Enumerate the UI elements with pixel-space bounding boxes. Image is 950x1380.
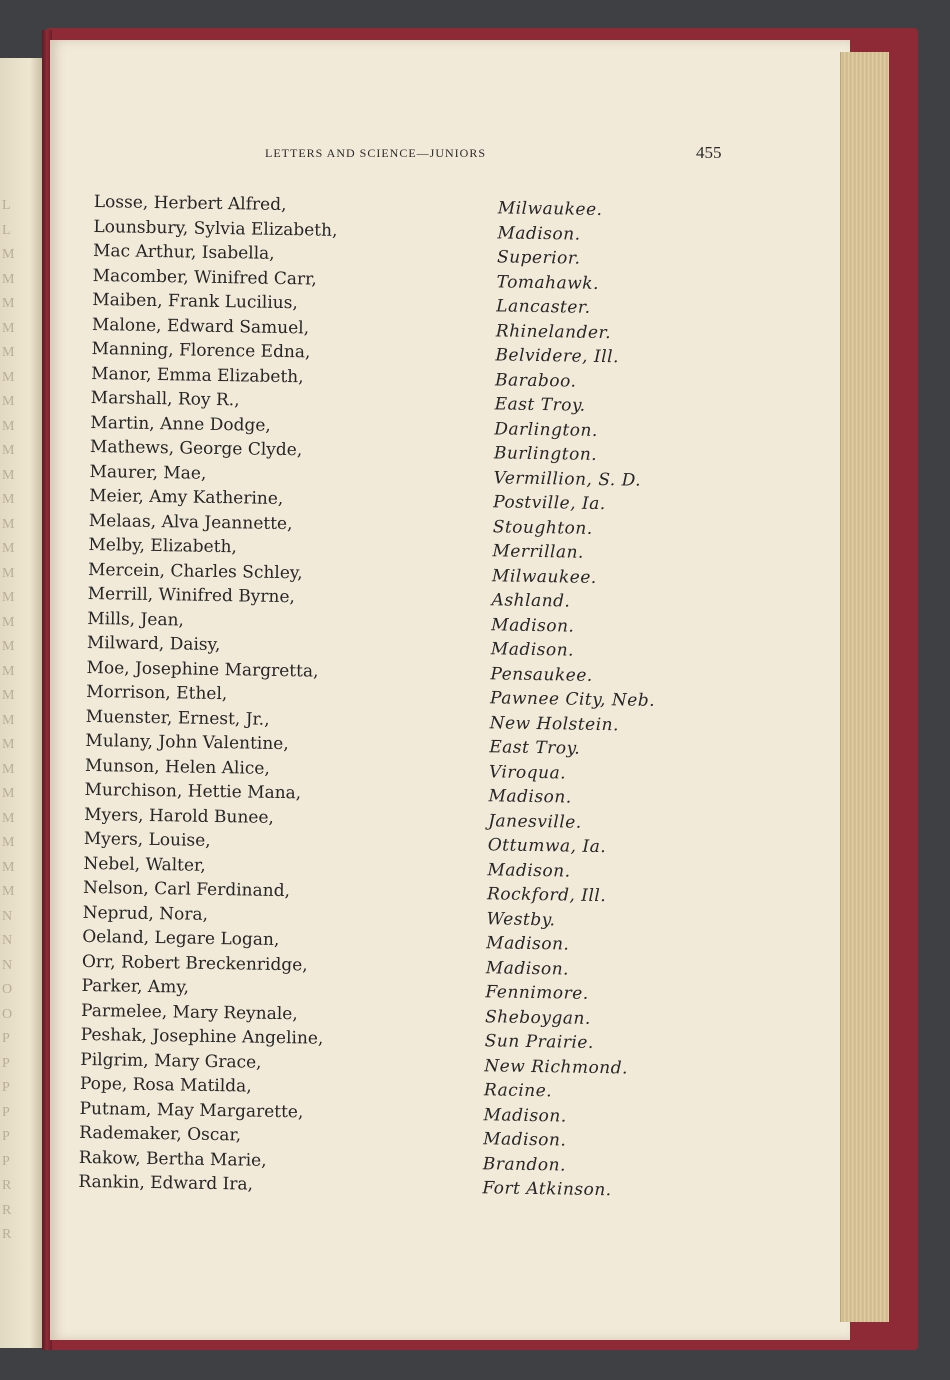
student-name: Oeland, Legare Logan, — [82, 926, 280, 951]
facing-page-letter: P — [2, 1104, 10, 1120]
student-name: Nelson, Carl Ferdinand, — [82, 877, 291, 902]
student-name: Martin, Anne Dodge, — [90, 412, 271, 436]
facing-page-letter: M — [2, 786, 15, 801]
student-hometown: Sheboygan. — [484, 1006, 591, 1029]
student-hometown: Fort Atkinson. — [482, 1178, 612, 1201]
student-hometown: Racine. — [483, 1080, 553, 1102]
student-hometown: Madison. — [488, 786, 572, 808]
student-hometown: Belvidere, Ill. — [495, 345, 620, 368]
student-name: Lounsbury, Sylvia Elizabeth, — [93, 216, 338, 241]
page-block-edges — [840, 52, 889, 1322]
facing-page-letter: M — [2, 418, 15, 434]
student-name: Melby, Elizabeth, — [88, 534, 238, 558]
student-hometown: Brandon. — [482, 1153, 567, 1176]
student-hometown: Rockford, Ill. — [486, 884, 607, 907]
student-hometown: New Holstein. — [489, 712, 620, 735]
student-hometown: Milwaukee. — [497, 198, 603, 220]
facing-page-letter: M — [2, 369, 15, 385]
student-name: Rademaker, Oscar, — [79, 1122, 242, 1146]
student-name: Peshak, Josephine Angeline, — [80, 1024, 324, 1049]
student-hometown: Madison. — [483, 1104, 567, 1127]
student-hometown: Fennimore. — [485, 982, 589, 1004]
facing-page-letter: M — [2, 663, 15, 679]
facing-page-letter: N — [2, 908, 13, 924]
facing-page-letter: M — [2, 296, 15, 311]
student-name: Merrill, Winifred Byrne, — [87, 583, 296, 608]
student-name: Morrison, Ethel, — [85, 681, 228, 705]
student-name: Losse, Herbert Alfred, — [93, 192, 287, 216]
student-name: Mac Arthur, Isabella, — [92, 240, 275, 264]
student-hometown: East Troy. — [489, 737, 581, 759]
student-name: Muenster, Ernest, Jr., — [85, 706, 270, 730]
facing-page-letter: M — [2, 712, 15, 728]
facing-page-letter: M — [2, 810, 15, 826]
student-name: Marshall, Roy R., — [90, 387, 240, 411]
facing-page-letter: M — [2, 345, 15, 360]
student-name: Rakow, Bertha Marie, — [78, 1147, 267, 1171]
student-name: Parmelee, Mary Reynale, — [80, 1000, 298, 1024]
student-name: Pope, Rosa Matilda, — [79, 1073, 252, 1097]
facing-page-letter: M — [2, 614, 15, 630]
student-name: Mills, Jean, — [87, 608, 185, 630]
facing-page-letter: M — [2, 467, 15, 483]
facing-page-letter: R — [2, 1178, 12, 1193]
facing-page-letter: L — [2, 198, 11, 213]
student-name: Manning, Florence Edna, — [91, 338, 311, 363]
facing-page-letter: M — [2, 884, 15, 899]
student-hometown: Milwaukee. — [491, 565, 597, 588]
facing-page-letter: M — [2, 859, 15, 875]
student-name: Meier, Amy Katherine, — [89, 485, 284, 510]
student-hometown: Madison. — [487, 859, 571, 882]
facing-page-letter: M — [2, 688, 15, 703]
student-hometown: Pensaukee. — [490, 663, 593, 686]
facing-page-letter: M — [2, 247, 15, 262]
facing-page-letter: M — [2, 271, 15, 287]
facing-page-letter: M — [2, 492, 15, 507]
facing-page-letter: M — [2, 443, 15, 458]
student-hometown: Madison. — [490, 639, 575, 661]
facing-page-letter: M — [2, 639, 15, 654]
student-name: Parker, Amy, — [81, 975, 190, 998]
student-hometown: Vermillion, S. D. — [493, 467, 642, 491]
facing-page-letter: M — [2, 737, 15, 752]
student-hometown: Baraboo. — [494, 369, 577, 392]
student-hometown: Superior. — [496, 247, 581, 269]
student-name: Melaas, Alva Jeannette, — [88, 510, 293, 534]
student-hometown: Madison. — [483, 1129, 567, 1151]
facing-page-letter: N — [2, 933, 13, 948]
student-hometown: Burlington. — [493, 443, 598, 465]
student-name: Mercein, Charles Schley, — [87, 559, 303, 583]
student-hometown: Viroqua. — [488, 761, 567, 783]
student-hometown: Madison. — [491, 614, 575, 637]
student-name: Orr, Robert Breckenridge, — [81, 951, 308, 975]
student-name: Putnam, May Margarette, — [79, 1098, 304, 1122]
student-hometown: Madison. — [486, 933, 570, 955]
student-name: Neprud, Nora, — [82, 902, 209, 925]
student-name: Manor, Emma Elizabeth, — [90, 363, 304, 387]
student-hometown: Lancaster. — [496, 296, 591, 318]
facing-page-letter: M — [2, 835, 15, 850]
student-name: Maurer, Mae, — [89, 461, 207, 484]
student-name: Malone, Edward Samuel, — [91, 314, 310, 338]
student-name: Myers, Harold Bunee, — [84, 804, 275, 828]
facing-page-letter: M — [2, 541, 15, 556]
student-name: Murchison, Hettie Mana, — [84, 779, 302, 804]
student-name: Moe, Josephine Margretta, — [86, 657, 319, 682]
page-number: 455 — [696, 143, 722, 162]
student-hometown: Madison. — [497, 222, 581, 245]
student-hometown: Rhinelander. — [495, 320, 612, 343]
facing-page-letter: P — [2, 1031, 10, 1046]
student-name: Maiben, Frank Lucilius, — [92, 289, 298, 314]
facing-page-letter: O — [2, 982, 13, 997]
facing-page-letter: O — [2, 1006, 13, 1022]
student-hometown: East Troy. — [494, 394, 586, 416]
student-name: Rankin, Edward Ira, — [78, 1171, 254, 1195]
student-name: Nebel, Walter, — [83, 853, 206, 876]
facing-page-edge — [0, 58, 42, 1348]
student-hometown: Merrillan. — [492, 541, 585, 563]
facing-page-letter: M — [2, 320, 15, 336]
running-head: LETTERS AND SCIENCE—JUNIORS — [265, 146, 487, 160]
student-name: Macomber, Winifred Carr, — [92, 265, 317, 290]
student-hometown: Janesville. — [488, 810, 582, 833]
student-hometown: Madison. — [485, 957, 570, 980]
facing-page-letter: R — [2, 1202, 12, 1218]
student-name: Myers, Louise, — [83, 828, 211, 851]
student-hometown: Darlington. — [494, 418, 598, 441]
facing-page-letter: P — [2, 1129, 10, 1144]
facing-page-letter: M — [2, 394, 15, 409]
student-hometown: Sun Prairie. — [484, 1031, 594, 1053]
student-hometown: New Richmond. — [484, 1055, 629, 1078]
student-hometown: Postville, Ia. — [493, 492, 606, 515]
student-hometown: Pawnee City, Neb. — [489, 688, 656, 711]
facing-page-letter: M — [2, 516, 15, 532]
facing-page-letter: M — [2, 590, 15, 605]
student-hometown: Stoughton. — [492, 516, 593, 539]
facing-page-letter: L — [2, 222, 11, 238]
facing-page-letter: N — [2, 957, 13, 973]
student-name: Munson, Helen Alice, — [84, 755, 271, 779]
student-hometown: Westby. — [486, 908, 556, 930]
student-name: Pilgrim, Mary Grace, — [80, 1049, 262, 1073]
facing-page-letter: P — [2, 1080, 10, 1095]
student-name: Milward, Daisy, — [86, 632, 221, 656]
facing-page-letter: P — [2, 1055, 10, 1071]
student-hometown: Ashland. — [491, 590, 571, 612]
student-name: Mulany, John Valentine, — [85, 730, 289, 755]
facing-page-letter: M — [2, 761, 15, 777]
student-list — [78, 192, 694, 1206]
facing-page-letter: R — [2, 1227, 12, 1242]
student-name: Mathews, George Clyde, — [89, 436, 303, 461]
facing-page-letter: M — [2, 565, 15, 581]
facing-page-letter: P — [2, 1153, 10, 1169]
student-hometown: Tomahawk. — [496, 271, 600, 294]
student-hometown: Ottumwa, Ia. — [487, 835, 607, 858]
